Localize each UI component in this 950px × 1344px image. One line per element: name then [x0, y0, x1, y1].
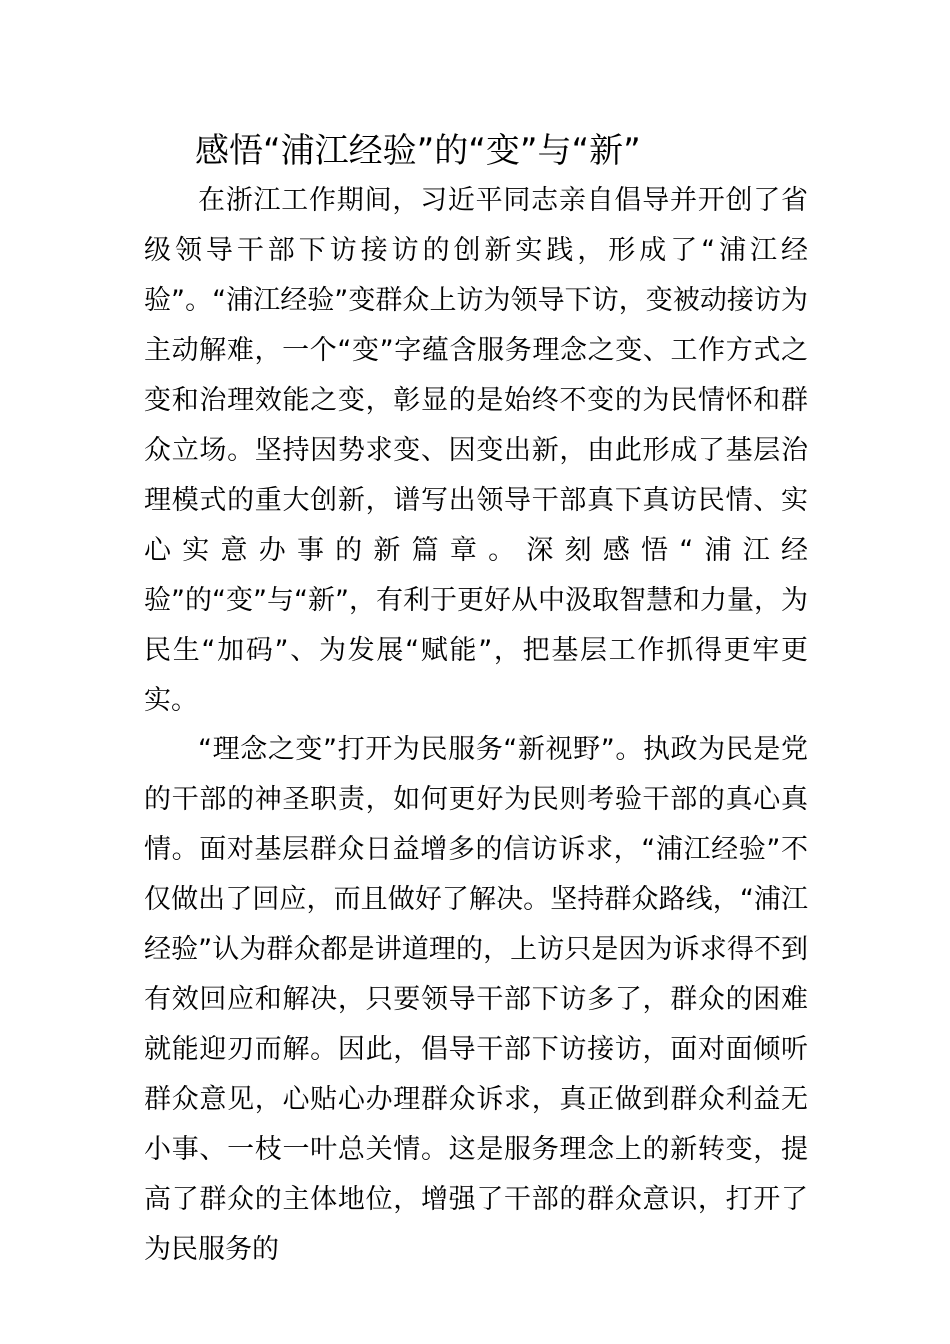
paragraph-2: “理念之变”打开为民服务“新视野”。执政为民是党的干部的神圣职责，如何更好为民则考验干部的真心真情。面对基层群众日益增多的信访诉求，“浦江经验”不仅做出了回应，而且做好了解决。坚持群众路线，“浦江经验”认为群众都是讲道理的，上访只是因为诉求得不到有效回应和解决，只要领导干部下访多了，群众的困难就能迎刃而解。因此，倡导干部下访接访，面对面倾听群众意见，心贴心办理群众诉求，真正做到群众利益无小事、一枝一叶总关情。这是服务理念上的新转变，提高了群众的主体地位，增强了干部的群众意识，打开了为民服务的 [144, 734, 808, 1265]
document-title: 感悟“浦江经验”的“变”与“新” [195, 131, 641, 171]
paragraph-1: 在浙江工作期间，习近平同志亲自倡导并开创了省级领导干部下访接访的创新实践，形成了“浦江经验”。“浦江经验”变群众上访为领导下访，变被动接访为主动解难，一个“变”字蕴含服务理念之变、工作方式之变和治理效能之变，彰显的是始终不变的为民情怀和群众立场。坚持因势求变、因变出新，由此形成了基层治理模式的重大创新，谱写出领导干部真下真访民情、实心实意办事的新篇章。深刻感悟“浦江经验”的“变”与“新”，有利于更好从中汲取智慧和力量，为民生“加码”、为发展“赋能”，把基层工作抓得更牢更实。 [144, 185, 808, 716]
